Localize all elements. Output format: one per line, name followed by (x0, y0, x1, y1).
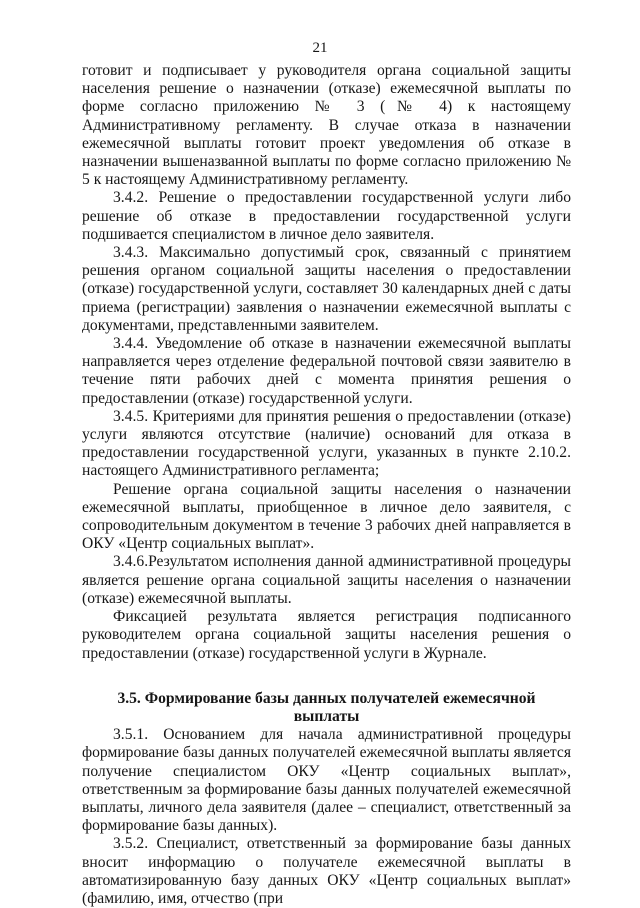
paragraph-3-4-3: 3.4.3. Максимально допустимый срок, связанный с принятием решения органом социальной защиты населения о предоставлении (отказе) государственной услуги, составляет 30 календарных дней с даты приема (регистрации) заявления о назначении ежемесячной выплаты с документами, представленными заявителем. (82, 244, 571, 334)
page-number: 21 (312, 40, 328, 56)
document-body (82, 62, 571, 908)
paragraph-3-5-2: 3.5.2. Специалист, ответственный за формирование базы данных вносит информацию о получателе ежемесячной выплаты в автоматизированную базу данных ОКУ «Центр социальных выплат» (фамилию, имя, отчество (при (82, 835, 571, 907)
paragraph-decision: Решение органа социальной защиты населения о назначении ежемесячной выплаты, приобщенное в личное дело заявителя, с сопроводительным документом в течение 3 рабочих дней направляется в ОКУ «Центр социальных выплат». (82, 480, 571, 553)
paragraph-3-4-2: 3.4.2. Решение о предоставлении государственной услуги либо решение об отказе в предоставлении государственной услуги подшивается специалистом в личное дело заявителя. (82, 189, 571, 243)
section-heading: 3.5. Формирование базы данных получателей ежемесячной выплаты (117, 689, 536, 725)
paragraph-3-4-5: 3.4.5. Критериями для принятия решения о предоставлении (отказе) услуги являются отсутствие (наличие) оснований для отказа в предоставлении государственной услуги, указанных в пункте 2.10.2. настоящего Административного регламента; (82, 407, 571, 480)
paragraph-3-5-1: 3.5.1. Основанием для начала административной процедуры формирование базы данных получателей ежемесячной выплаты является получение специалистом ОКУ «Центр социальных выплат», ответственным за формирование базы данных получателей ежемесячной выплаты, личного дела заявителя (далее – специалист, ответственный за формирование базы данных). (82, 726, 571, 835)
paragraph-continuation: готовит и подписывает у руководителя органа социальной защиты населения решение о назначении (отказе) ежемесячной выплаты по форме согласно приложению № 3 (№ 4) к настоящему Административному регламенту. В случае отказа в назначении ежемесячной выплаты готовит проект уведомления об отказе в назначении вышеназванной выплаты по форме согласно приложению № 5 к настоящему Административному регламенту. (82, 62, 571, 189)
paragraph-3-4-6: 3.4.6.Результатом исполнения данной административной процедуры является решение органа социальной защиты населения о назначении (отказе) ежемесячной выплаты. (82, 553, 571, 607)
paragraph-fixation: Фиксацией результата является регистрация подписанного руководителем органа социальной защиты населения решения о предоставлении (отказе) государственной услуги в Журнале. (82, 608, 571, 662)
paragraph-3-4-4: 3.4.4. Уведомление об отказе в назначении ежемесячной выплаты направляется через отделение федеральной почтовой связи заявителю в течение пяти рабочих дней с момента принятия решения о предоставлении (отказе) государственной услуги. (82, 335, 571, 407)
